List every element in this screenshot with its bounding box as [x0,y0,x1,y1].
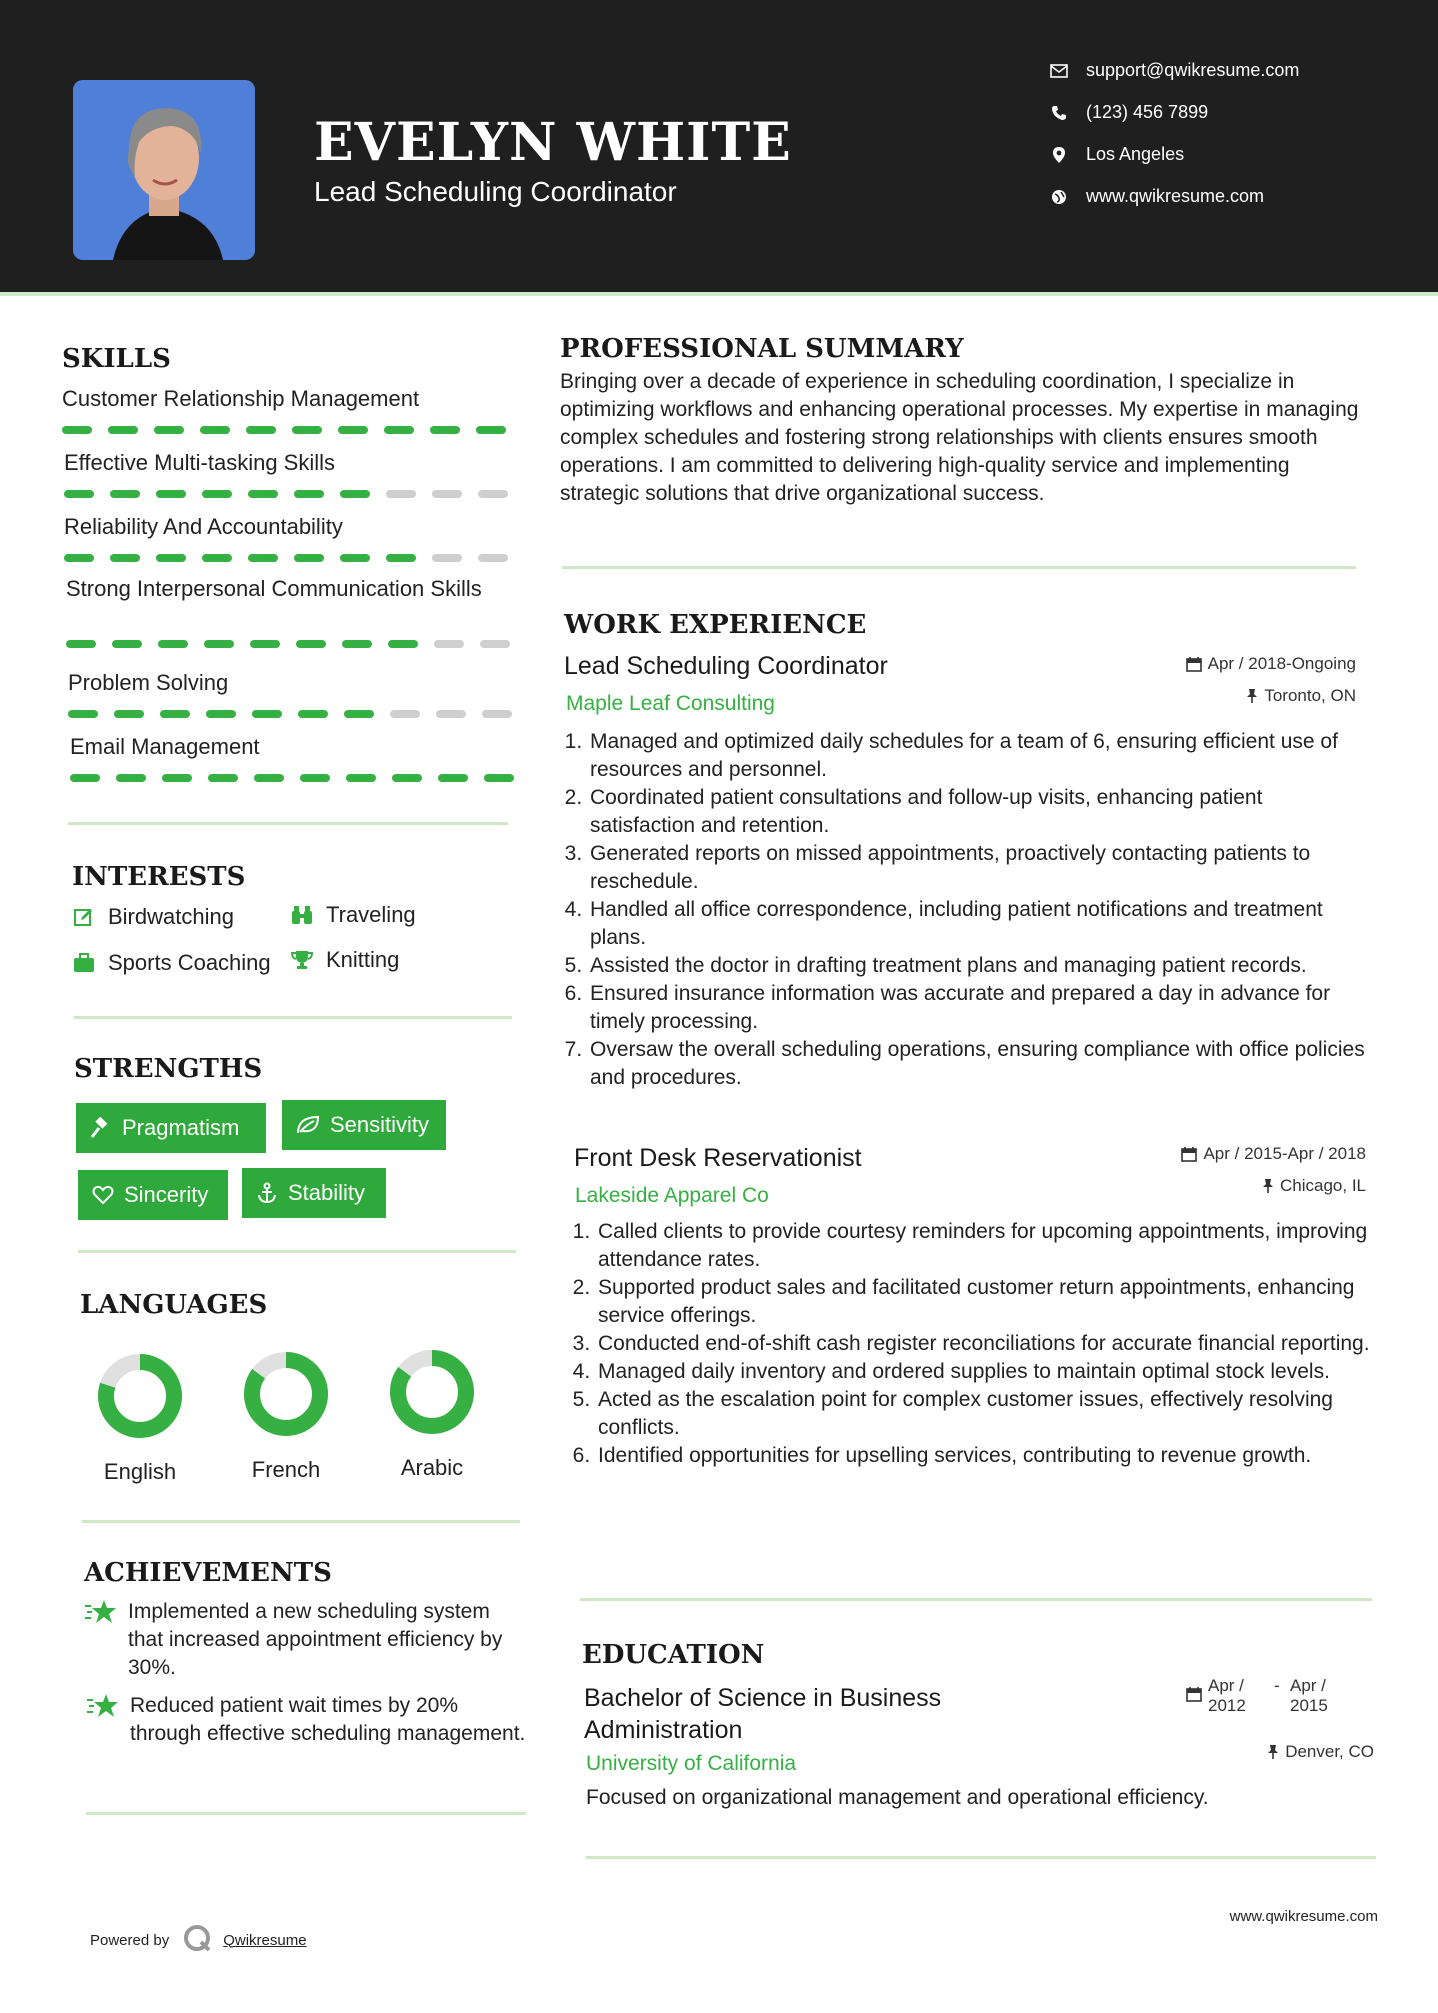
job-bullet: 6. Identified opportunities for upselling services, contributing to revenue growth. [596,1442,1374,1470]
calendar-icon [1186,656,1202,672]
skills-title: SKILLS [62,344,171,374]
skill-dash-filled [254,774,284,782]
skill-dash-filled [430,426,460,434]
job-bullet: 5. Assisted the doctor in drafting treatment plans and managing patient records. [588,952,1366,980]
interest-sports-coaching [72,950,271,976]
strength-label: Pragmatism [122,1115,240,1140]
skill-dash-filled [346,774,376,782]
contact-website[interactable] [1048,186,1264,207]
summary-text: Bringing over a decade of experience in scheduling coordination, I specialize in optimizing workflows and enhancing operational processes. My expertise in managing complex schedules and fostering strong relationships with clients ensures smooth operations. I am committed to delivering high-quality service and implementing strategic solutions that drive organizational success. [560,370,1359,505]
skill-dash-filled [246,426,276,434]
skill-dash-filled [438,774,468,782]
education-title: EDUCATION [582,1640,765,1670]
skills-divider [68,822,508,825]
education-divider [586,1856,1376,1859]
phone-icon [1048,105,1070,121]
job-bullet: 1. Managed and optimized daily schedules for a team of 6, ensuring efficient use of resources and personnel. [588,728,1366,784]
job-bullet-list [566,728,1366,1092]
interest-birdwatching [72,904,234,930]
education-location [1267,1742,1374,1762]
location-pin-icon [1048,146,1070,164]
skill-dash-filled [252,710,282,718]
job-bullet: 7. Oversaw the overall scheduling operations, ensuring compliance with office policies and procedures. [588,1036,1366,1092]
skill-dash-filled [202,554,232,562]
strengths-divider [78,1250,516,1253]
skill-dash-empty [434,640,464,648]
skill-dash-filled [114,710,144,718]
job-bullet: 2. Supported product sales and facilitated customer return appointments, enhancing service offerings. [596,1274,1374,1330]
skill-dash-filled [64,490,94,498]
pushpin-icon [1267,1744,1279,1760]
language-label: English [103,1459,177,1484]
experience-divider [580,1598,1372,1601]
skill-label: Email Management [70,734,260,759]
contact-email[interactable] [1048,60,1299,81]
skill-dash-filled [296,640,326,648]
skill-label: Customer Relationship Management [62,386,420,411]
skill-dash-filled [476,426,506,434]
skill-dash-filled [200,426,230,434]
language-label: French [251,1457,321,1482]
languages-divider [82,1520,520,1523]
job-dates [1186,654,1356,674]
header-divider [0,292,1438,296]
job-bullet-list [574,1218,1374,1470]
job-bullet: 4. Handled all office correspondence, including patient notifications and treatment plans. [588,896,1366,952]
strength-pragmatism [76,1103,266,1153]
skill-dash-empty [436,710,466,718]
skill-label: Problem Solving [68,670,229,695]
globe-icon [1048,189,1070,205]
languages-title: LANGUAGES [80,1290,268,1320]
heart-icon [92,1185,114,1205]
job-company: Lakeside Apparel Co [575,1184,769,1207]
job-dates [1181,1144,1366,1164]
skill-dash-filled [342,640,372,648]
skill-dash-filled [344,710,374,718]
skill-label: Effective Multi-tasking Skills [64,450,336,475]
strengths-title: STRENGTHS [74,1054,263,1084]
qwikresume-link[interactable]: Qwikresume [223,1931,307,1949]
qwikresume-logo-icon [183,1924,213,1956]
skill-dash-filled [162,774,192,782]
skill-rating-bar [70,774,514,782]
skill-dash-filled [294,490,324,498]
job-bullet: 3. Generated reports on missed appointments, proactively contacting patients to reschedule. [588,840,1366,896]
skill-dash-filled [388,640,418,648]
summary-divider [562,566,1356,569]
interest-traveling [290,902,416,928]
education-start: Apr / 2012 [1208,1676,1246,1715]
strength-sincerity [78,1170,228,1220]
skill-dash-empty [478,490,508,498]
language-donut [92,1348,188,1444]
achievements-title: ACHIEVEMENTS [84,1558,332,1588]
contact-email-text: support@qwikresume.com [1086,60,1300,80]
language-donut [384,1344,480,1440]
job-dates-text: Apr / 2018-Ongoing [1207,654,1356,673]
language-item [226,1346,346,1483]
skill-dash-filled [116,774,146,782]
skill-dash-filled [66,640,96,648]
skill-dash-filled [68,710,98,718]
leaf-icon [296,1115,320,1135]
anchor-icon [256,1182,278,1204]
language-donut [238,1346,334,1442]
job-title: Lead Scheduling Coordinator [564,652,888,680]
summary-title: PROFESSIONAL SUMMARY [560,334,964,364]
education-note: Focused on organizational management and operational efficiency. [586,1786,1209,1809]
achievement-text: Implemented a new scheduling system that increased appointment efficiency by 30%. [128,1600,503,1679]
skill-dash-filled [62,426,92,434]
skill-dash-filled [110,490,140,498]
calendar-icon [1181,1146,1197,1162]
skill-label: Reliability And Accountability [64,514,343,539]
candidate-name: EVELYN WHITE [314,112,792,173]
achievements-divider [86,1812,526,1815]
pushpin-icon [1246,688,1258,704]
job-dates-text: Apr / 2015-Apr / 2018 [1203,1144,1366,1163]
skill-dash-filled [300,774,330,782]
language-label: Arabic [400,1455,464,1480]
skill-dash-filled [340,554,370,562]
skill-dash-empty [478,554,508,562]
job-location-text: Chicago, IL [1280,1176,1366,1195]
footer-powered [90,1924,307,1956]
skill-dash-filled [338,426,368,434]
calendar-icon [1186,1686,1202,1702]
skill-rating-bar [62,426,506,434]
interest-label: Sports Coaching [108,950,271,975]
job-company: Maple Leaf Consulting [566,692,775,715]
education-location-text: Denver, CO [1285,1742,1374,1761]
education-degree: Bachelor of Science in Business Administration [584,1684,942,1744]
resume-header [0,0,1438,296]
skill-dash-empty [432,490,462,498]
profile-photo [73,80,255,260]
achievement-text: Reduced patient wait times by 20% through effective scheduling management. [130,1694,526,1745]
interest-label: Knitting [326,947,400,972]
skill-dash-filled [392,774,422,782]
candidate-role: Lead Scheduling Coordinator [314,176,677,207]
date-separator: - [1274,1676,1280,1695]
strength-label: Sensitivity [330,1112,430,1137]
skill-dash-filled [70,774,100,782]
job-bullet: 2. Coordinated patient consultations and follow-up visits, enhancing patient satisfaction and retention. [588,784,1366,840]
mail-icon [1048,64,1070,78]
language-item [372,1344,492,1481]
skill-dash-filled [340,490,370,498]
skill-dash-filled [298,710,328,718]
experience-title: WORK EXPERIENCE [564,610,867,640]
skill-dash-filled [112,640,142,648]
skill-rating-bar [64,490,508,498]
briefcase-icon [72,953,96,973]
trophy-icon [290,950,314,970]
contact-website-text: www.qwikresume.com [1086,186,1265,206]
edit-icon [72,907,96,927]
strength-sensitivity [282,1100,446,1150]
skill-label: Strong Interpersonal Communication Skills [66,576,482,601]
skill-dash-empty [482,710,512,718]
skill-dash-filled [208,774,238,782]
achievement-item [84,1598,524,1682]
contact-phone[interactable] [1048,102,1208,123]
skill-dash-empty [480,640,510,648]
job-bullet: 1. Called clients to provide courtesy reminders for upcoming appointments, improving attendance rates. [596,1218,1374,1274]
strength-label: Stability [288,1180,366,1205]
job-bullet: 4. Managed daily inventory and ordered supplies to maintain optimal stock levels. [596,1358,1374,1386]
job-location [1246,686,1356,706]
job-location [1262,1176,1366,1196]
job-bullet: 6. Ensured insurance information was accurate and prepared a day in advance for timely processing. [588,980,1366,1036]
interests-title: INTERESTS [72,862,246,892]
skill-dash-filled [204,640,234,648]
skill-dash-filled [154,426,184,434]
achievement-item [86,1692,526,1748]
education-dates [1186,1676,1350,1716]
skill-dash-filled [294,554,324,562]
skill-dash-filled [110,554,140,562]
contact-phone-text: (123) 456 7899 [1086,102,1209,122]
star-icon [86,1692,120,1748]
star-icon [84,1598,118,1682]
education-end: Apr / 2015 [1290,1676,1328,1715]
language-item [80,1348,200,1485]
skill-dash-filled [386,554,416,562]
skill-dash-empty [390,710,420,718]
skill-dash-filled [292,426,322,434]
skill-dash-filled [156,554,186,562]
skill-dash-filled [248,554,278,562]
skill-dash-filled [64,554,94,562]
job-title: Front Desk Reservationist [574,1144,862,1172]
skill-dash-filled [248,490,278,498]
skill-dash-filled [250,640,280,648]
skill-dash-filled [156,490,186,498]
job-location-text: Toronto, ON [1264,686,1356,705]
skill-dash-empty [432,554,462,562]
strength-stability [242,1168,386,1218]
skill-dash-filled [108,426,138,434]
skill-dash-filled [484,774,514,782]
job-bullet: 5. Acted as the escalation point for complex customer issues, effectively resolving conflicts. [596,1386,1374,1442]
skill-dash-filled [202,490,232,498]
skill-rating-bar [66,640,510,648]
skill-rating-bar [68,710,512,718]
binoculars-icon [290,905,314,925]
contact-location [1048,144,1184,165]
footer-site[interactable]: www.qwikresume.com [1229,1908,1378,1925]
interest-knitting [290,947,399,973]
skill-dash-empty [386,490,416,498]
powered-by-text: Powered by [90,1931,170,1949]
job-bullet: 3. Conducted end-of-shift cash register reconciliations for accurate financial reporting. [596,1330,1374,1358]
strength-label: Sincerity [124,1182,209,1207]
skill-dash-filled [384,426,414,434]
skill-rating-bar [64,554,508,562]
pushpin-icon [1262,1178,1274,1194]
education-school: University of California [586,1752,797,1775]
skill-dash-filled [206,710,236,718]
interest-label: Birdwatching [108,904,234,929]
skill-dash-filled [158,640,188,648]
contact-location-text: Los Angeles [1086,144,1185,164]
interests-divider [74,1016,512,1019]
gavel-icon [90,1117,112,1139]
interest-label: Traveling [326,902,416,927]
skill-dash-filled [160,710,190,718]
